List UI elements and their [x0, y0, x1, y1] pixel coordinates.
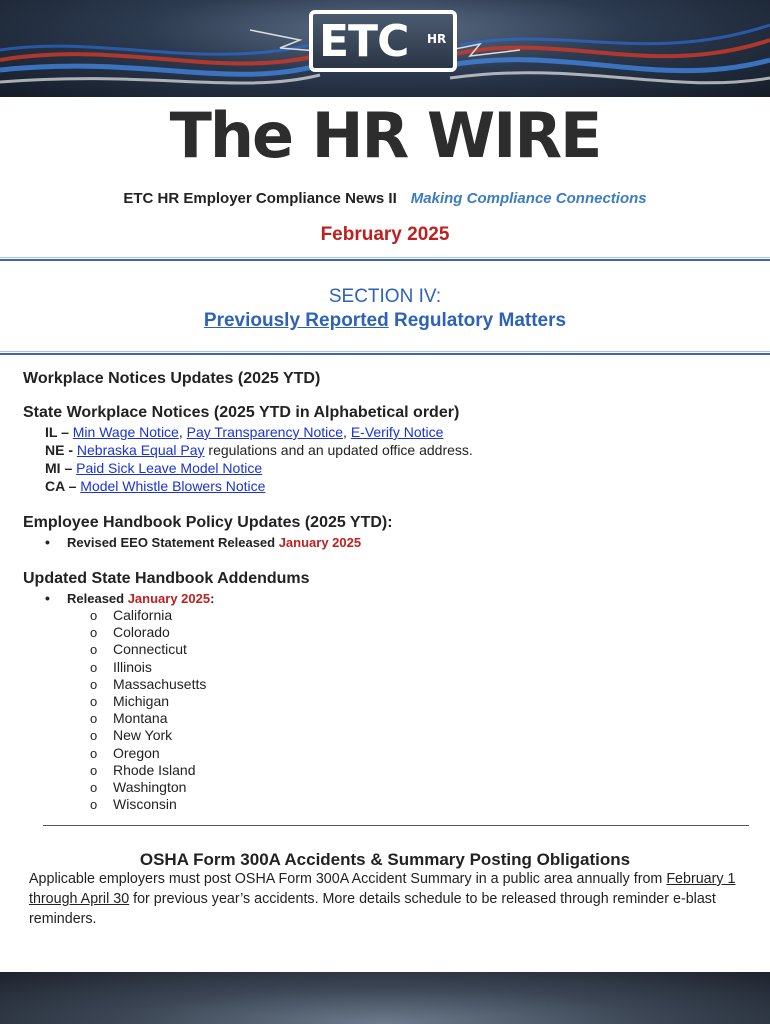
state-name: Montana	[113, 710, 168, 727]
bullet-date: January 2025	[127, 591, 211, 606]
sub-bullet-icon: o	[90, 762, 98, 778]
osha-body-start: Applicable employers must post OSHA Form 300A Accident Summary in a public area annually from	[29, 871, 667, 887]
bullet-icon: •	[45, 534, 50, 550]
section-divider	[43, 825, 749, 826]
sub-bullet-icon: o	[90, 676, 98, 692]
min-wage-notice-link[interactable]: Min Wage Notice	[72, 424, 179, 440]
bullet-text: Released	[67, 591, 128, 606]
state-list-item	[90, 762, 206, 779]
section-subtitle-link[interactable]: Previously Reported	[203, 310, 389, 331]
bullet-text: Revised EEO Statement Released	[67, 535, 279, 550]
state-name: Washington	[113, 778, 187, 795]
newsletter-title: The HR WIRE	[169, 99, 601, 172]
state-name: Michigan	[113, 692, 170, 709]
workplace-notices-heading: Workplace Notices Updates (2025 YTD)	[23, 370, 321, 387]
e-verify-notice-link[interactable]: E-Verify Notice	[350, 424, 444, 440]
state-line-ne	[45, 442, 473, 459]
logo-hr-text: HR	[427, 32, 447, 46]
state-name: Rhode Island	[113, 761, 196, 778]
state-list-item	[90, 641, 206, 658]
state-list-item	[90, 624, 206, 641]
sub-bullet-icon: o	[90, 625, 98, 641]
sub-bullet-icon: o	[90, 642, 98, 658]
separator: ,	[343, 424, 351, 440]
divider-bottom	[0, 351, 770, 355]
ne-rest-text: regulations and an updated office address.	[204, 442, 473, 458]
bullet-colon: :	[210, 591, 215, 606]
tagline-text: ETC HR Employer Compliance News II	[123, 190, 397, 207]
state-notices-heading: State Workplace Notices (2025 YTD in Alphabetical order)	[23, 404, 460, 421]
state-abbr: CA –	[45, 478, 81, 494]
divider-top	[0, 257, 770, 261]
state-list-item	[90, 659, 206, 676]
state-name: New York	[113, 727, 173, 744]
sub-bullet-icon: o	[90, 659, 98, 675]
state-list-item	[90, 779, 206, 796]
state-name: Illinois	[113, 658, 152, 675]
state-name: Wisconsin	[113, 796, 177, 813]
pay-transparency-notice-link[interactable]: Pay Transparency Notice	[186, 424, 344, 440]
osha-body-end: for previous year’s accidents. More details schedule to be released through reminder e-blast reminders.	[29, 891, 716, 927]
state-list-item	[90, 607, 206, 624]
handbook-heading: Employee Handbook Policy Updates (2025 YTD):	[23, 514, 393, 531]
section-subtitle	[0, 310, 770, 332]
paid-sick-leave-notice-link[interactable]: Paid Sick Leave Model Notice	[76, 460, 263, 476]
state-list-item	[90, 693, 206, 710]
state-name: California	[113, 607, 173, 623]
handbook-bullet	[45, 534, 361, 551]
state-name: Massachusetts	[113, 675, 207, 692]
addendums-heading: Updated State Handbook Addendums	[23, 570, 310, 587]
bullet-date: January 2025	[278, 535, 362, 550]
separator: ,	[178, 424, 187, 440]
section-label: SECTION IV:	[328, 286, 442, 307]
nebraska-equal-pay-link[interactable]: Nebraska Equal Pay	[76, 442, 205, 458]
state-name: Oregon	[113, 744, 160, 761]
issue-date: February 2025	[320, 224, 450, 245]
state-abbr: MI –	[45, 460, 77, 476]
sub-bullet-icon: o	[90, 779, 98, 795]
etc-hr-logo	[309, 10, 457, 72]
state-abbr: IL –	[45, 424, 73, 440]
osha-body	[29, 869, 754, 929]
state-list-item	[90, 710, 206, 727]
state-list-item	[90, 727, 206, 744]
state-name: Connecticut	[113, 641, 187, 658]
bullet-icon: •	[45, 590, 50, 606]
slogan: Making Compliance Connections	[410, 190, 647, 207]
sub-bullet-icon: o	[90, 608, 98, 623]
state-list-item	[90, 745, 206, 762]
header-banner	[0, 0, 770, 97]
sub-bullet-icon: o	[90, 745, 98, 761]
footer-banner	[0, 972, 770, 1024]
logo-text: ETC	[319, 16, 409, 67]
state-line-ca	[45, 478, 265, 495]
addendums-bullet	[45, 590, 214, 607]
state-addendum-list	[90, 607, 206, 813]
osha-title: OSHA Form 300A Accidents & Summary Posting Obligations	[139, 850, 631, 869]
state-list-item	[90, 796, 206, 813]
sub-bullet-icon: o	[90, 693, 98, 709]
state-name: Colorado	[113, 624, 170, 641]
state-list-item	[90, 676, 206, 693]
state-line-mi	[45, 460, 262, 477]
sub-bullet-icon: o	[90, 728, 98, 744]
tagline	[0, 190, 770, 208]
sub-bullet-icon: o	[90, 797, 98, 813]
section-subtitle-rest: Regulatory Matters	[388, 310, 567, 331]
osha-dates: February 1 through April 30	[29, 871, 736, 907]
state-line-il	[45, 424, 443, 441]
sub-bullet-icon: o	[90, 711, 98, 727]
state-abbr: NE -	[45, 442, 77, 458]
whistle-blowers-notice-link[interactable]: Model Whistle Blowers Notice	[80, 478, 266, 494]
